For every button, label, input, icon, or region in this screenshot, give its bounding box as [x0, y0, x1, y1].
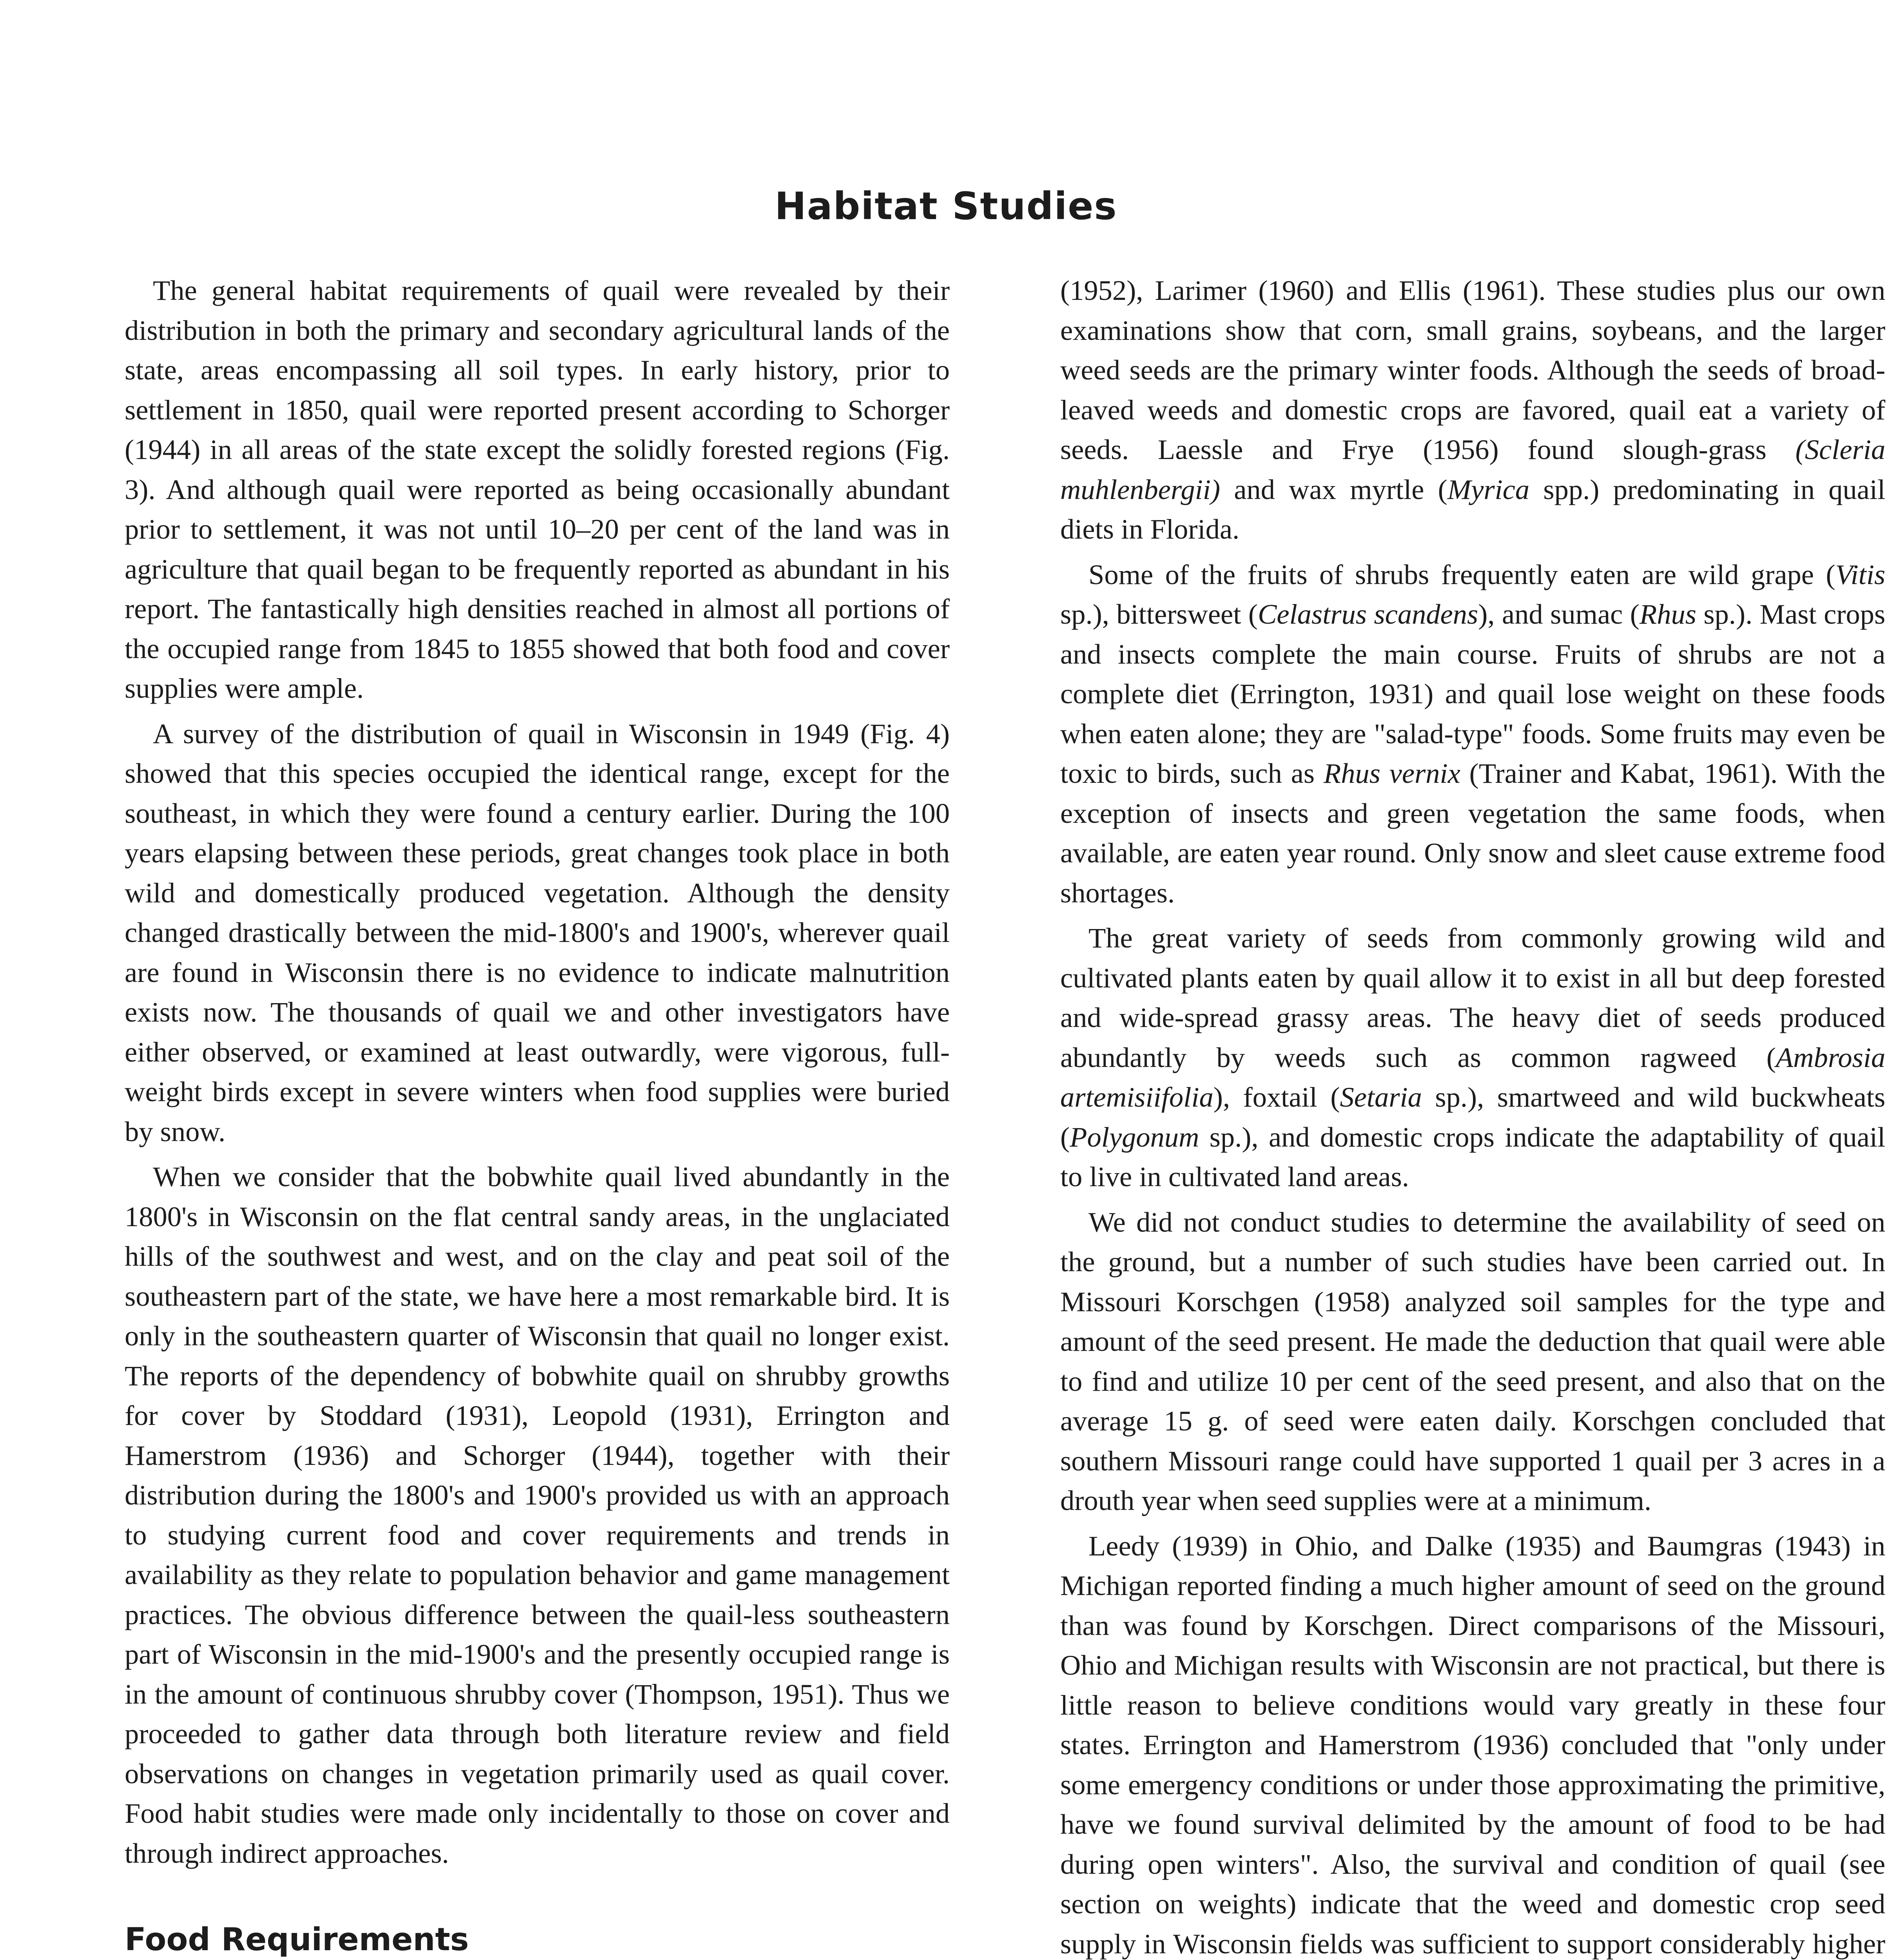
- body-paragraph: Leedy (1939) in Ohio, and Dalke (1935) and Baumgras (1943) in Michigan reported finding a much higher amount of seed on the ground than was found by Korschgen. Direct comparisons of the Missouri, Ohio and Michigan results with Wisconsin are not practical, but there is little reason to believe conditions would vary greatly in these four states. Errington and Hamerstrom (1936) concluded that "only under some emergency conditions or under those approximating the primitive, have we found survival delimited by the amount of food to be had during open winters". Also, the survival and condition of quail (see section on weights) indicate that the weed and domestic crop seed supply in Wisconsin fields was sufficient to support considerably higher: [1060, 1530, 1885, 1960]
- text-run: sp.). Mast crops and insects complete the main course. Fruits of shrubs are not a complete diet (Errington, 1931) and quail lose weight on these foods when eaten alone; they are "salad-type" foods. Some fruits may even be toxic to birds, such as: [1060, 598, 1885, 789]
- text-run: sp.), and domestic crops indicate the adaptability of quail to live in cultivated land areas.: [1060, 1121, 1885, 1192]
- text-run: The great variety of seeds from commonly growing wild and cultivated plants eaten by quail allow it to exist in all but deep forested and wide-spread grassy areas. The heavy diet of seeds produced abundantly by weeds such as common ragweed (: [1060, 922, 1885, 1073]
- species-name: (Scleria muhlenbergii): [1060, 434, 1885, 505]
- species-name: Setaria: [1340, 1081, 1422, 1113]
- page-title: Habitat Studies: [775, 184, 1117, 228]
- species-name: Myrica: [1447, 473, 1530, 505]
- text-run: and wax myrtle (: [1220, 473, 1448, 505]
- text-run: sp.), smartweed and wild buckwheats (: [1060, 1081, 1885, 1153]
- section-heading-food-requirements: Food Requirements: [125, 1921, 469, 1958]
- text-run: ), and sumac (: [1478, 598, 1640, 630]
- body-paragraph: [1060, 555, 1885, 913]
- species-name: Ambrosia artemisiifolia: [1060, 1041, 1885, 1113]
- body-paragraph: When we consider that the bobwhite quail lived abundantly in the 1800's in Wisconsin on the flat central sandy areas, in the unglaciated hills of the southwest and west, and on the clay and peat soil of the southeastern part of the state, we have here a most remarkable bird. It is only in the southeastern quarter of Wisconsin that quail no longer exist. The reports of the dependency of bobwhite quail on shrubby growths for cover by Stoddard (1931), Leopold (1931), Errington and Hamerstrom (1936) and Schorger (1944), together with their distribution during the 1800's and 1900's provided us with an approach to studying current food and cover requirements and trends in availability as they relate to population behavior and game management practices. The obvious difference between the quail-less southeastern part of Wisconsin in the mid-1900's and the presently occupied range is in the amount of continuous shrubby cover (Thompson, 1951). Thus we proceeded to gather data through both literature review and field observations on changes in vegetation primarily used as quail cover. Food habit studies were made only incidentally to those on cover and through indirect approaches.: [125, 1161, 950, 1869]
- text-run: (1952), Larimer (1960) and Ellis (1961). These studies plus our own examinations show that corn, small grains, soybeans, and the larger weed seeds are the primary winter foods. Although the seeds of broad-leaved weeds and domestic crops are favored, quail eat a variety of seeds. Laessle and Frye (1956) found slough-grass: [1060, 274, 1885, 465]
- body-paragraph: We did not conduct studies to determine the availability of seed on the ground, but a number of such studies have been carried out. In Missouri Korschgen (1958) analyzed soil samples for the type and amount of the seed present. He made the deduction that quail were able to find and utilize 10 per cent of the seed present, and also that on the average 15 g. of seed were eaten daily. Korschgen concluded that southern Missouri range could have supported 1 quail per 3 acres in a drouth year when seed supplies were at a minimum.: [1060, 1206, 1885, 1516]
- species-name: Polygonum: [1070, 1121, 1199, 1153]
- body-paragraph: The general habitat requirements of quail were revealed by their distribution in both the primary and secondary agricultural lands of the state, areas encompassing all soil types. In early history, prior to settlement in 1850, quail were reported present according to Schorger (1944) in all areas of the state except the solidly forested regions (Fig. 3). And although quail were reported as being occasionally abundant prior to settlement, it was not until 10–20 per cent of the land was in agriculture that quail began to be frequently reported as abundant in his report. The fantastically high densities reached in almost all portions of the occupied range from 1845 to 1855 showed that both food and cover supplies were ample.: [125, 274, 950, 704]
- right-column: [1060, 270, 1885, 1960]
- species-name: Rhus vernix: [1323, 757, 1460, 789]
- left-column: [125, 270, 950, 1960]
- body-paragraph: [1060, 918, 1885, 1197]
- text-run: ), foxtail (: [1213, 1081, 1340, 1113]
- text-run: sp.), bittersweet (: [1060, 598, 1258, 630]
- species-name: Celastrus scandens: [1257, 598, 1478, 630]
- text-run: spp.) predominating in quail diets in Florida.: [1060, 473, 1885, 545]
- text-run: Some of the fruits of shrubs frequently eaten are wild grape (: [1088, 558, 1836, 590]
- species-name: Vitis: [1835, 558, 1885, 590]
- species-name: Rhus: [1639, 598, 1696, 630]
- body-paragraph: A survey of the distribution of quail in Wisconsin in 1949 (Fig. 4) showed that this species occupied the identical range, except for the southeast, in which they were found a century earlier. During the 100 years elapsing between these periods, great changes took place in both wild and domestically produced vegetation. Although the density changed drastically between the mid-1800's and 1900's, wherever quail are found in Wisconsin there is no evidence to indicate malnutrition exists now. The thousands of quail we and other investigators have either observed, or examined at least outwardly, were vigorous, full-weight birds except in severe winters when food supplies were buried by snow.: [125, 717, 950, 1147]
- body-paragraph-continued: [1060, 270, 1885, 549]
- text-run: (Trainer and Kabat, 1961). With the exception of insects and green vegetation the same foods, when available, are eaten year round. Only snow and sleet cause extreme food shortages.: [1060, 757, 1885, 909]
